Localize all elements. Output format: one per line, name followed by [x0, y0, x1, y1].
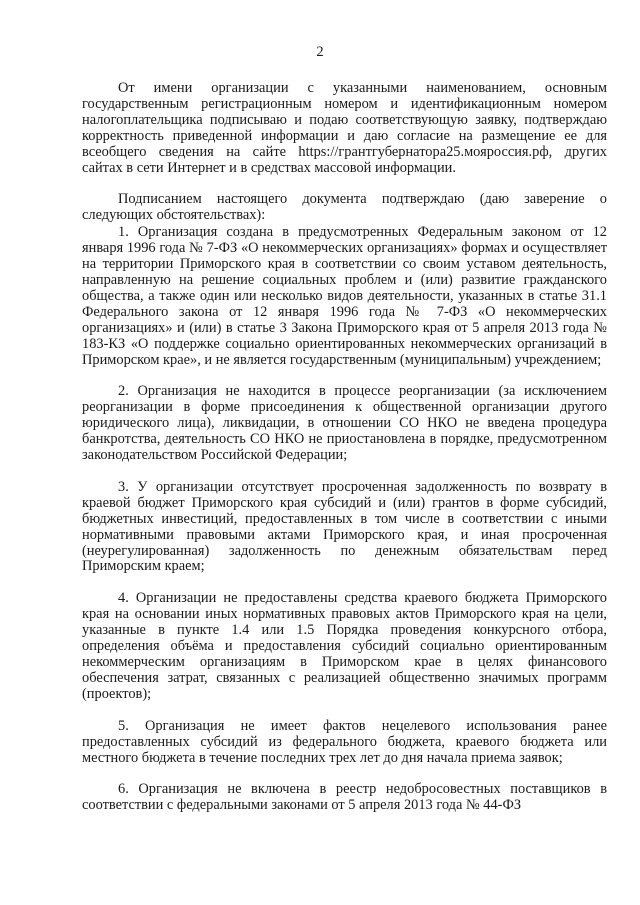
paragraph-item-4: 4. Организации не предоставлены средства краевого бюджета Приморского края на основании иных нормативных правовых актов Приморского края на цели, указанные в пункте 1.4 или 1.5 Порядка проведения конкурсного отбора, определения объёма и предоставления субсидий социально ориентированным некоммерческим организациям в Приморском крае в целях финансового обеспечения затрат, связанных с реализацией общественно значимых программ (проектов); [82, 590, 607, 702]
page-number: 2 [316, 44, 324, 60]
document-body [82, 81, 607, 814]
paragraph-signing-statement: Подписанием настоящего документа подтверждаю (даю заверение о следующих обстоятельствах): [82, 191, 607, 224]
paragraph-item-6: 6. Организация не включена в реестр недобросовестных поставщиков в соответствии с федеральными законами от 5 апреля 2013 года № 44-ФЗ [82, 781, 607, 814]
paragraph-item-1: 1. Организация создана в предусмотренных Федеральным законом от 12 января 1996 года № 7-ФЗ «О некоммерческих организациях» формах и осуществляет на территории Приморского края в соответствии со своим уставом деятельность, направленную на решение социальных проблем и (или) развитие гражданского общества, а также один или несколько видов деятельности, указанных в статье 31.1 Федерального закона от 12 января 1996 года № 7-ФЗ «О некоммерческих организациях» и (или) в статье 3 Закона Приморского края от 5 апреля 2013 года № 183-КЗ «О поддержке социально ориентированных некоммерческих организаций в Приморском крае», и не является государственным (муниципальным) учреждением; [82, 224, 607, 368]
paragraph-item-2: 2. Организация не находится в процессе реорганизации (за исключением реорганизации в форме присоединения к общественной организации другого юридического лица), ликвидации, в отношении СО НКО не введена процедура банкротства, деятельность СО НКО не приостановлена в порядке, предусмотренном законодательством Российской Федерации; [82, 383, 607, 464]
paragraph-item-5: 5. Организация не имеет фактов нецелевого использования ранее предоставленных субсидий из федерального бюджета, краевого бюджета или местного бюджета в течение последних трех лет до дня начала приема заявок; [82, 717, 607, 766]
paragraph-item-3: 3. У организации отсутствует просроченная задолженность по возврату в краевой бюджет Приморского края субсидий и (или) грантов в форме субсидий, бюджетных инвестиций, предоставленных в том числе в соответствии с иными нормативными правовыми актами Приморского края, и иная просроченная (неурегулированная) задолженность по денежным обязательствам перед Приморским краем; [82, 478, 607, 575]
paragraph-consent: От имени организации с указанными наименованием, основным государственным регистрационным номером и идентификационным номером налогоплательщика подписываю и подаю соответствующую заявку, подтверждаю корректность приведенной информации и даю согласие на размещение ее для всеобщего сведения на сайте https://грантгубернатора25.мояроссия.рф, других сайтах в сети Интернет и в средствах массовой информации. [82, 80, 607, 176]
